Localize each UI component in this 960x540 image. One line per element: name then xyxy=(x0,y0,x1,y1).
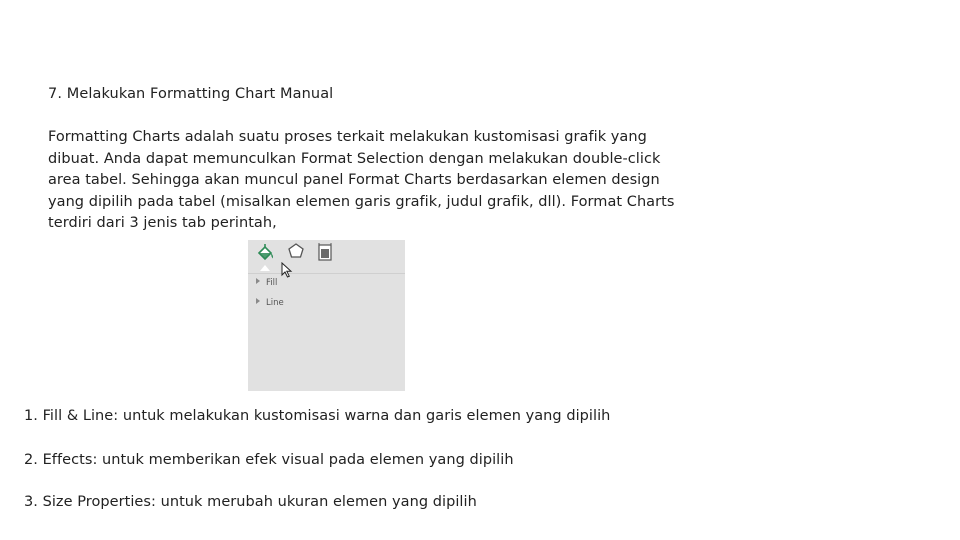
section-label: Fill xyxy=(266,278,278,288)
effects-pentagon-icon[interactable] xyxy=(287,242,305,260)
expand-triangle-icon xyxy=(256,298,260,304)
paragraph-line: terdiri dari 3 jenis tab perintah, xyxy=(48,215,277,232)
section-label: Line xyxy=(266,298,284,308)
paragraph-line: area tabel. Sehingga akan muncul panel Format Charts berdasarkan elemen design xyxy=(48,172,660,189)
list-item: 1. Fill & Line: untuk melakukan kustomisasi warna dan garis elemen yang dipilih xyxy=(24,408,611,424)
panel-section-line[interactable] xyxy=(256,298,284,308)
selected-tab-indicator xyxy=(260,265,270,271)
expand-triangle-icon xyxy=(256,278,260,284)
fill-line-icon[interactable] xyxy=(256,243,276,263)
size-properties-icon[interactable] xyxy=(316,242,334,262)
paragraph-line: yang dipilih pada tabel (misalkan elemen garis grafik, judul grafik, dll). Format Charts xyxy=(48,193,675,210)
panel-section-fill[interactable] xyxy=(256,278,277,288)
format-panel-screenshot xyxy=(248,240,405,391)
list-item: 2. Effects: untuk memberikan efek visual pada elemen yang dipilih xyxy=(24,452,514,468)
list-item: 3. Size Properties: untuk merubah ukuran elemen yang dipilih xyxy=(24,494,477,510)
panel-tab-bar xyxy=(248,240,405,274)
paragraph-line: dibuat. Anda dapat memunculkan Format Selection dengan melakukan double-click xyxy=(48,150,661,167)
mouse-cursor-icon xyxy=(281,262,293,278)
description-paragraph xyxy=(48,127,688,235)
paragraph-line: Formatting Charts adalah suatu proses terkait melakukan kustomisasi grafik yang xyxy=(48,129,647,145)
section-heading: 7. Melakukan Formatting Chart Manual xyxy=(48,86,334,102)
